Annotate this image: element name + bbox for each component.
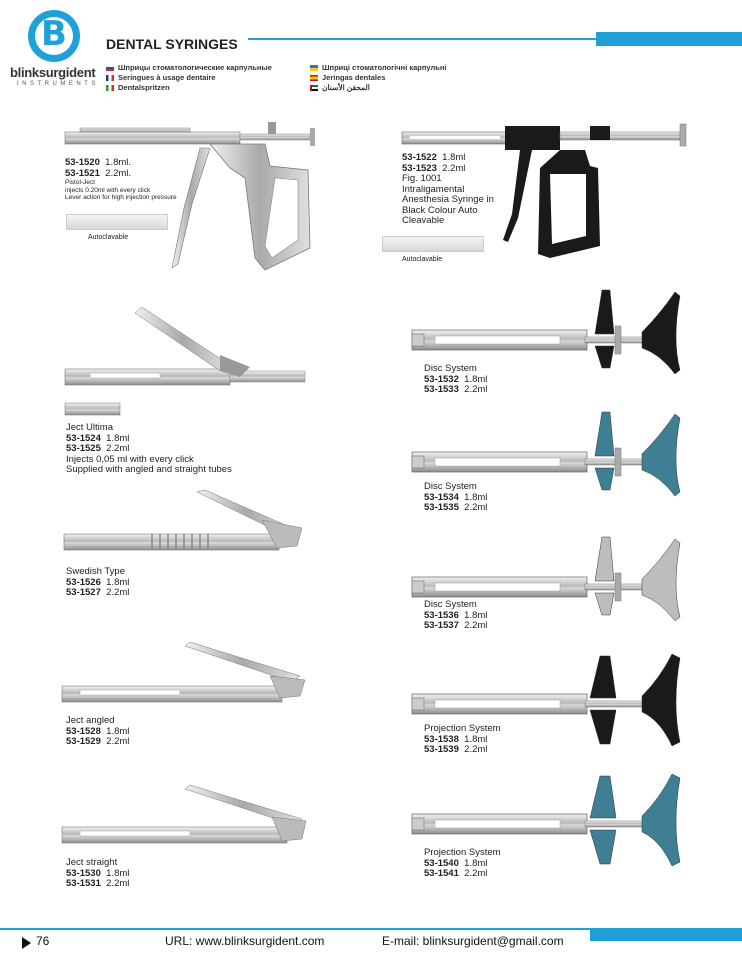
swedish-type-image <box>62 490 312 565</box>
translation-german: Dentalspritzen <box>106 83 170 92</box>
pistol-ject-label: 53-1520 1.8ml. 53-1521 2.2ml. Pistol-Ject injects 0.20ml with every click Lever action for high injection pressure <box>65 157 177 201</box>
disc-system-blue-label: Disc System 53-1534 1.8ml 53-1535 2.2ml <box>424 481 488 513</box>
logo-letter: B <box>41 14 67 54</box>
autoclave-tube-image <box>66 214 168 230</box>
ject-straight-label: Ject straight 53-1530 1.8ml 53-1531 2.2ml <box>66 857 130 889</box>
projection-system-blue-label: Projection System 53-1540 1.8ml 53-1541 2.2ml <box>424 847 501 879</box>
ject-ultima-image <box>60 305 310 420</box>
page-arrow-icon <box>22 937 31 949</box>
footer-email-link[interactable]: E-mail: blinksurgident@gmail.com <box>382 934 564 948</box>
translation-russian: Шприцы стоматологические карпульные <box>106 63 272 72</box>
spain-flag-icon <box>310 75 318 81</box>
brand-logo <box>10 10 100 90</box>
footer-url-link[interactable]: URL: www.blinksurgident.com <box>165 934 325 948</box>
disc-system-steel-label: Disc System 53-1536 1.8ml 53-1537 2.2ml <box>424 599 488 631</box>
swedish-type-label: Swedish Type 53-1526 1.8ml 53-1527 2.2ml <box>66 566 130 598</box>
ject-angled-image <box>60 642 310 717</box>
ukraine-flag-icon <box>310 65 318 71</box>
italy-flag-icon <box>106 85 114 91</box>
translation-spanish: Jeringas dentales <box>310 73 385 82</box>
translation-arabic: المحقن الأسنان <box>310 83 370 92</box>
projection-system-black-label: Projection System 53-1538 1.8ml 53-1539 2.2ml <box>424 723 501 755</box>
translation-french: Seringues à usage dentaire <box>106 73 216 82</box>
ject-angled-label: Ject angled 53-1528 1.8ml 53-1529 2.2ml <box>66 715 130 747</box>
page-title: DENTAL SYRINGES <box>106 36 248 52</box>
france-flag-icon <box>106 75 114 81</box>
pistol-ject-autoclave: Autoclavable <box>88 234 129 241</box>
intraligamental-autoclave: Autoclavable <box>402 256 443 263</box>
page-number: 76 <box>36 934 50 948</box>
disc-system-black-label: Disc System 53-1532 1.8ml 53-1533 2.2ml <box>424 363 488 395</box>
intraligamental-label: 53-1522 1.8ml 53-1523 2.2ml Fig. 1001 Intraligamental Anesthesia Syringe in Black Colour Auto Cleavable <box>402 152 494 226</box>
brand-name: blinksurgident <box>10 65 96 80</box>
translation-ukrainian: Шприці стоматологічні карпульні <box>310 63 446 72</box>
brand-tagline: INSTRUMENTS <box>17 81 99 87</box>
ject-ultima-label: Ject Ultima 53-1524 1.8ml 53-1525 2.2ml Injects 0,05 ml with every click Supplied with angled and straight tubes <box>66 422 232 475</box>
russia-flag-icon <box>106 65 114 71</box>
autoclave-tube-image <box>382 236 484 252</box>
uae-flag-icon <box>310 85 318 91</box>
footer-accent-bar <box>590 929 742 941</box>
ject-straight-image <box>60 785 310 860</box>
